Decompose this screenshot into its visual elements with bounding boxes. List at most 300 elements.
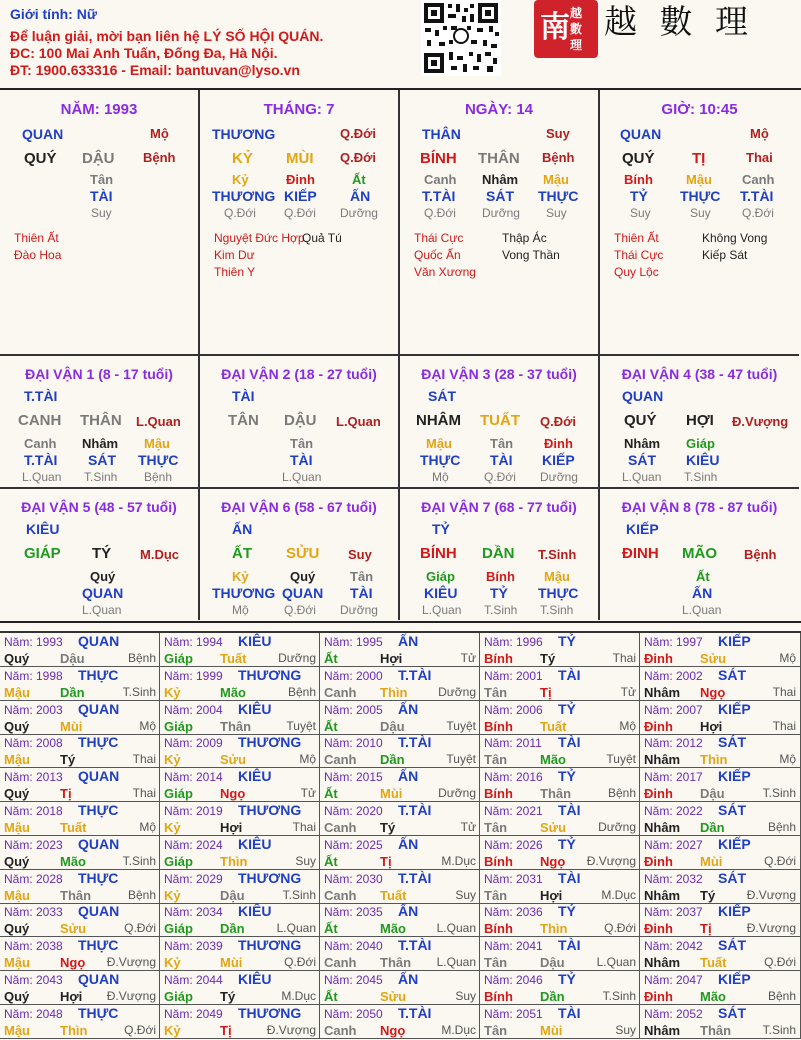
year-cell bbox=[480, 734, 640, 768]
pillar-text: Mộ bbox=[150, 126, 169, 141]
year-cell bbox=[160, 836, 320, 870]
year-phase: Dưỡng bbox=[438, 684, 476, 699]
dai-van-cell bbox=[400, 489, 600, 620]
pillar-text: Q.Đới bbox=[284, 206, 316, 220]
dai-van-text: Q.Đới bbox=[484, 470, 516, 484]
year-phase: M.Dục bbox=[441, 1022, 476, 1037]
year-phase: M.Dục bbox=[441, 853, 476, 868]
year-ten-god: T.TÀI bbox=[398, 869, 432, 886]
year-cell bbox=[640, 971, 801, 1005]
year-stem: Kỷ bbox=[164, 820, 181, 835]
pillar-text: Mộ bbox=[750, 126, 769, 141]
year-branch: Sửu bbox=[220, 752, 247, 768]
year-branch: Ngọ bbox=[220, 786, 246, 802]
pillar-text: T.TÀI bbox=[740, 188, 774, 204]
year-ten-god: THƯƠNG bbox=[238, 734, 302, 751]
year-ten-god: SÁT bbox=[718, 802, 746, 818]
gender-label: Giới tính: Nữ bbox=[10, 6, 97, 22]
year-ten-god: TỶ bbox=[558, 903, 576, 920]
year-ten-god: THỰC bbox=[78, 869, 119, 886]
year-label: Năm: 2031 bbox=[484, 871, 543, 886]
year-label: Năm: 2017 bbox=[644, 770, 703, 785]
year-cell bbox=[320, 701, 480, 735]
year-phase: Mộ bbox=[779, 752, 796, 767]
year-cell bbox=[0, 768, 160, 802]
year-cell bbox=[480, 1005, 640, 1039]
year-branch: Ngọ bbox=[380, 1022, 406, 1038]
pillar-text: THỰC bbox=[538, 188, 579, 204]
year-cell bbox=[0, 937, 160, 971]
dai-van-text: Giáp bbox=[426, 569, 455, 584]
year-phase: M.Dục bbox=[601, 887, 636, 902]
year-branch: Thân bbox=[220, 718, 252, 734]
year-ten-god: T.TÀI bbox=[398, 937, 432, 954]
year-branch: Mão bbox=[380, 921, 406, 937]
dai-van-text: L.Quan bbox=[22, 470, 62, 484]
year-phase: Q.Đới bbox=[764, 853, 796, 868]
year-label: Năm: 2008 bbox=[4, 736, 63, 751]
year-branch: Thân bbox=[380, 955, 412, 971]
year-branch: Sửu bbox=[60, 921, 87, 937]
year-stem: Canh bbox=[324, 887, 357, 903]
year-label: Năm: 2035 bbox=[324, 905, 383, 920]
year-label: Năm: 2000 bbox=[324, 668, 383, 683]
year-stem: Ất bbox=[324, 786, 338, 802]
year-ten-god: THƯƠNG bbox=[238, 869, 302, 886]
year-branch: Thân bbox=[700, 1022, 732, 1038]
year-stem: Bính bbox=[484, 853, 513, 869]
year-branch: Tý bbox=[380, 820, 396, 835]
year-branch: Dậu bbox=[540, 955, 565, 971]
year-ten-god: ẤN bbox=[398, 835, 419, 852]
year-phase: Tử bbox=[300, 786, 316, 801]
year-cell bbox=[0, 701, 160, 735]
year-cell bbox=[320, 937, 480, 971]
year-cell bbox=[480, 971, 640, 1005]
year-cell bbox=[0, 903, 160, 937]
year-ten-god: ẤN bbox=[398, 700, 419, 717]
year-stem: Quý bbox=[4, 921, 30, 937]
year-label: Năm: 2048 bbox=[4, 1006, 63, 1021]
year-stem: Ất bbox=[324, 853, 338, 869]
pillar-text: Dưỡng bbox=[340, 206, 378, 220]
year-branch: Ngọ bbox=[540, 853, 566, 869]
year-label: Năm: 1998 bbox=[4, 668, 63, 683]
dai-van-text: T.Sinh bbox=[684, 470, 718, 484]
pillar-text: Q.Đới bbox=[224, 206, 256, 220]
year-stem: Kỷ bbox=[164, 1022, 181, 1038]
year-phase: Bệnh bbox=[287, 684, 316, 699]
dai-van-text: QUAN bbox=[282, 585, 324, 601]
year-stem: Kỷ bbox=[164, 752, 181, 768]
year-stem: Giáp bbox=[164, 853, 193, 869]
pillar-cell bbox=[0, 90, 200, 356]
dai-van-text: L.Quan bbox=[136, 414, 181, 429]
pillar-text: Thiên Ất bbox=[14, 231, 59, 245]
pillar-text: TÀI bbox=[90, 188, 113, 204]
dai-van-text: Bệnh bbox=[744, 547, 777, 562]
year-phase: Q.Đới bbox=[124, 921, 156, 936]
year-ten-god: KIẾP bbox=[718, 768, 751, 785]
year-ten-god: KIẾP bbox=[718, 971, 751, 987]
dai-van-title: ĐẠI VẬN 5 (48 - 57 tuổi) bbox=[21, 499, 177, 515]
pillar-text: KỶ bbox=[232, 150, 253, 167]
year-branch: Hợi bbox=[60, 989, 83, 1004]
year-cell bbox=[320, 903, 480, 937]
dai-van-text: Kỷ bbox=[232, 569, 249, 584]
year-ten-god: ẤN bbox=[398, 971, 419, 987]
year-cell bbox=[480, 802, 640, 836]
year-stem: Giáp bbox=[164, 989, 193, 1004]
year-cell bbox=[160, 734, 320, 768]
year-ten-god: T.TÀI bbox=[398, 666, 432, 683]
year-phase: Thai bbox=[772, 684, 796, 699]
year-label: Năm: 2013 bbox=[4, 770, 63, 785]
pillar-text: Bệnh bbox=[143, 150, 176, 165]
dai-van-title: ĐẠI VẬN 7 (68 - 77 tuổi) bbox=[421, 499, 577, 515]
dai-van-text: Dưỡng bbox=[540, 470, 578, 484]
dai-van-text: ĐINH bbox=[622, 545, 659, 562]
year-ten-god: THỰC bbox=[78, 1004, 119, 1021]
year-stem: Mậu bbox=[4, 684, 30, 700]
year-cell bbox=[640, 768, 801, 802]
pillar-title: NĂM: 1993 bbox=[60, 101, 138, 118]
year-stem: Quý bbox=[4, 651, 30, 666]
year-cell bbox=[160, 667, 320, 701]
year-ten-god: THƯƠNG bbox=[238, 802, 302, 818]
year-stem: Quý bbox=[4, 853, 30, 869]
dai-van-text: DẬU bbox=[284, 412, 317, 429]
year-phase: Đ.Vượng bbox=[746, 921, 796, 936]
year-phase: T.Sinh bbox=[762, 786, 796, 801]
year-label: Năm: 2011 bbox=[484, 736, 542, 751]
year-label: Năm: 2041 bbox=[484, 939, 543, 954]
year-cell bbox=[480, 937, 640, 971]
year-stem: Canh bbox=[324, 752, 357, 768]
year-stem: Giáp bbox=[164, 651, 193, 666]
dai-van-text: THỰC bbox=[538, 585, 579, 601]
year-label: Năm: 2027 bbox=[644, 837, 703, 852]
year-phase: Q.Đới bbox=[284, 955, 316, 970]
year-ten-god: THỰC bbox=[78, 802, 119, 818]
dai-van-cell bbox=[600, 356, 799, 489]
dai-van-text: THƯƠNG bbox=[212, 585, 276, 601]
year-label: Năm: 2002 bbox=[644, 668, 703, 683]
year-phase: Suy bbox=[295, 853, 316, 868]
year-label: Năm: 1997 bbox=[644, 635, 703, 649]
year-cell bbox=[640, 701, 801, 735]
year-cell bbox=[480, 701, 640, 735]
year-ten-god: TỶ bbox=[558, 835, 576, 852]
year-ten-god: KIÊU bbox=[238, 633, 272, 649]
year-branch: Dần bbox=[700, 820, 725, 835]
pillar-text: Đinh bbox=[286, 172, 315, 187]
year-stem: Ất bbox=[324, 989, 338, 1004]
pillar-text: QUÝ bbox=[622, 150, 655, 167]
year-phase: Thai bbox=[612, 651, 636, 665]
year-label: Năm: 2036 bbox=[484, 905, 543, 920]
pillar-text: Không Vong bbox=[702, 231, 768, 245]
phone-email-line: ĐT: 1900.633316 - Email: bantuvan@lyso.vn bbox=[10, 62, 300, 78]
year-ten-god: THƯƠNG bbox=[238, 1004, 302, 1021]
year-ten-god: TỶ bbox=[558, 700, 576, 717]
dai-van-text: TỶ bbox=[490, 585, 508, 601]
pillar-text: Tân bbox=[90, 172, 114, 187]
pillar-text: Suy bbox=[546, 206, 567, 220]
pillar-title: NGÀY: 14 bbox=[464, 101, 534, 118]
year-stem: Bính bbox=[484, 651, 513, 666]
year-phase: Dưỡng bbox=[598, 820, 636, 834]
year-branch: Tuất bbox=[220, 651, 247, 666]
year-label: Năm: 2014 bbox=[164, 770, 223, 785]
year-phase: Thai bbox=[132, 786, 156, 801]
pillar-text: Thập Ác bbox=[502, 231, 547, 245]
year-stem: Canh bbox=[324, 955, 357, 971]
year-phase: L.Quan bbox=[436, 955, 476, 970]
year-stem: Đinh bbox=[644, 989, 673, 1004]
year-phase: T.Sinh bbox=[122, 853, 156, 868]
year-cell bbox=[640, 870, 801, 904]
year-label: Năm: 2007 bbox=[644, 702, 703, 717]
year-stem: Giáp bbox=[164, 921, 193, 937]
year-cell bbox=[160, 768, 320, 802]
year-branch: Ngọ bbox=[700, 684, 726, 700]
year-phase: Bệnh bbox=[767, 989, 796, 1003]
pillar-text: Suy bbox=[630, 206, 651, 220]
year-label: Năm: 2046 bbox=[484, 973, 543, 987]
year-stem: Mậu bbox=[4, 820, 30, 835]
year-branch: Dần bbox=[540, 989, 565, 1004]
year-label: Năm: 2025 bbox=[324, 837, 383, 852]
year-cell bbox=[0, 633, 160, 667]
address-line: ĐC: 100 Mai Anh Tuấn, Đống Đa, Hà Nội. bbox=[10, 45, 278, 61]
dai-van-text: Mậu bbox=[426, 436, 452, 451]
year-branch: Hợi bbox=[700, 718, 723, 734]
year-stem: Kỷ bbox=[164, 955, 181, 971]
year-label: Năm: 2040 bbox=[324, 939, 383, 954]
year-ten-god: ẤN bbox=[398, 633, 419, 649]
pillar-text: Nhâm bbox=[482, 172, 519, 187]
dai-van-text: TÀI bbox=[490, 452, 513, 468]
year-label: Năm: 2044 bbox=[164, 973, 223, 987]
pillar-text: Kim Dư bbox=[214, 248, 255, 262]
year-label: Năm: 2012 bbox=[644, 736, 703, 751]
year-branch: Dần bbox=[380, 752, 405, 768]
dai-van-text: THỰC bbox=[138, 452, 179, 468]
year-ten-god: KIẾP bbox=[718, 633, 751, 649]
year-stem: Bính bbox=[484, 989, 513, 1004]
year-branch: Mão bbox=[540, 752, 566, 768]
year-branch: Tị bbox=[380, 853, 392, 869]
year-branch: Sửu bbox=[700, 651, 727, 666]
year-stem: Bính bbox=[484, 921, 513, 937]
pillar-text: KIẾP bbox=[284, 188, 317, 204]
year-ten-god: ẤN bbox=[398, 768, 419, 785]
year-label: Năm: 2005 bbox=[324, 702, 383, 717]
year-label: Năm: 2018 bbox=[4, 804, 63, 818]
year-label: Năm: 2038 bbox=[4, 939, 63, 954]
dai-van-text: T.Sinh bbox=[84, 470, 118, 484]
year-ten-god: THỰC bbox=[78, 666, 119, 683]
year-phase: T.Sinh bbox=[282, 887, 316, 902]
dai-van-text: MÃO bbox=[682, 545, 717, 562]
dai-van-text: Mộ bbox=[232, 603, 249, 617]
year-ten-god: KIÊU bbox=[238, 903, 272, 920]
dai-van-text: QUAN bbox=[622, 388, 664, 404]
year-branch: Dần bbox=[60, 684, 85, 700]
year-cell bbox=[0, 870, 160, 904]
dai-van-text: ẤN bbox=[692, 585, 713, 601]
year-stem: Canh bbox=[324, 820, 357, 835]
year-cell bbox=[640, 937, 801, 971]
year-cell bbox=[480, 633, 640, 667]
year-cell bbox=[0, 1005, 160, 1039]
year-stem: Mậu bbox=[4, 1022, 30, 1038]
year-cell bbox=[480, 667, 640, 701]
year-label: Năm: 2006 bbox=[484, 702, 543, 717]
year-cell bbox=[640, 667, 801, 701]
year-cell bbox=[640, 802, 801, 836]
year-branch: Thìn bbox=[220, 853, 248, 869]
chart-grid bbox=[0, 88, 801, 623]
year-phase: Suy bbox=[455, 887, 476, 902]
year-stem: Mậu bbox=[4, 955, 30, 971]
pillar-text: Kỷ bbox=[232, 172, 249, 187]
pillar-cell bbox=[200, 90, 400, 356]
pillar-text: Vong Thần bbox=[502, 248, 560, 262]
year-phase: Dưỡng bbox=[278, 651, 316, 665]
year-ten-god: KIẾP bbox=[718, 700, 751, 717]
year-cell bbox=[160, 903, 320, 937]
calligraphy-title: 越 數 理 bbox=[604, 2, 754, 41]
dai-van-text: Mậu bbox=[144, 436, 170, 451]
year-label: Năm: 2039 bbox=[164, 939, 223, 954]
year-branch: Tuất bbox=[700, 955, 727, 971]
year-branch: Tị bbox=[540, 684, 552, 700]
year-stem: Quý bbox=[4, 786, 30, 802]
year-label: Năm: 1993 bbox=[4, 635, 63, 649]
pillar-text: Thái Cực bbox=[614, 248, 664, 262]
year-phase: Đ.Vượng bbox=[106, 955, 156, 970]
year-phase: Thai bbox=[132, 752, 156, 767]
year-stem: Nhâm bbox=[644, 955, 681, 971]
pillar-text: BÍNH bbox=[420, 150, 457, 167]
pillar-text: Mậu bbox=[543, 172, 569, 187]
year-label: Năm: 2030 bbox=[324, 871, 383, 886]
dai-van-text: Mậu bbox=[544, 569, 570, 584]
year-branch: Thìn bbox=[540, 921, 568, 937]
year-ten-god: KIẾP bbox=[718, 903, 751, 920]
dai-van-text: HỢI bbox=[686, 412, 714, 429]
year-stem: Bính bbox=[484, 786, 513, 802]
year-phase: Đ.Vượng bbox=[586, 853, 636, 868]
year-label: Năm: 2021 bbox=[484, 804, 543, 818]
dai-van-title: ĐẠI VẬN 8 (78 - 87 tuổi) bbox=[621, 499, 778, 515]
pillar-title: GIỜ: 10:45 bbox=[661, 101, 738, 118]
year-ten-god: QUAN bbox=[78, 903, 120, 920]
pillar-text: Văn Xương bbox=[414, 265, 476, 279]
year-phase: Suy bbox=[615, 1022, 636, 1037]
year-phase: Suy bbox=[455, 989, 476, 1003]
year-stem: Nhâm bbox=[644, 887, 681, 903]
year-ten-god: TÀI bbox=[558, 734, 581, 751]
year-branch: Sửu bbox=[540, 820, 567, 835]
pillar-text: Quy Lộc bbox=[614, 265, 659, 279]
year-branch: Sửu bbox=[380, 989, 407, 1004]
year-stem: Nhâm bbox=[644, 684, 681, 700]
dai-van-text: KIẾP bbox=[542, 452, 575, 468]
year-cell bbox=[160, 802, 320, 836]
year-cell bbox=[160, 870, 320, 904]
year-ten-god: SÁT bbox=[718, 937, 746, 954]
year-ten-god: TÀI bbox=[558, 802, 581, 818]
year-branch: Thìn bbox=[700, 752, 728, 768]
year-cell bbox=[160, 633, 320, 667]
dai-van-text: Ất bbox=[696, 569, 710, 584]
year-branch: Thân bbox=[60, 887, 92, 903]
year-ten-god: T.TÀI bbox=[398, 1004, 432, 1021]
year-label: Năm: 2034 bbox=[164, 905, 223, 920]
year-phase: Tuyệt bbox=[446, 718, 476, 733]
year-ten-god: TÀI bbox=[558, 1004, 581, 1021]
year-stem: Ất bbox=[324, 921, 338, 937]
year-cell bbox=[0, 971, 160, 1005]
pillar-cell bbox=[600, 90, 799, 356]
year-ten-god: QUAN bbox=[78, 700, 120, 717]
year-cell bbox=[0, 667, 160, 701]
pillar-text: THÂN bbox=[422, 126, 461, 142]
dai-van-text: M.Dục bbox=[140, 547, 179, 562]
dai-van-text: Tân bbox=[490, 436, 514, 451]
year-phase: Thai bbox=[772, 718, 796, 733]
year-phase: Đ.Vượng bbox=[106, 989, 156, 1003]
pillar-text: TỊ bbox=[692, 150, 706, 167]
dai-van-text: TÂN bbox=[228, 412, 259, 429]
dai-van-text: SÁT bbox=[88, 452, 116, 468]
year-cell bbox=[640, 633, 801, 667]
year-stem: Nhâm bbox=[644, 1022, 681, 1038]
dai-van-text: Q.Đới bbox=[284, 603, 316, 617]
pillar-text: Quốc Ấn bbox=[414, 248, 461, 262]
year-branch: Mùi bbox=[220, 955, 243, 971]
year-ten-god: TÀI bbox=[558, 937, 581, 954]
year-branch: Tị bbox=[220, 1022, 232, 1038]
year-phase: M.Dục bbox=[281, 989, 316, 1003]
year-branch: Tuất bbox=[380, 887, 407, 903]
year-phase: Mộ bbox=[779, 651, 796, 665]
pillar-text: QUAN bbox=[22, 126, 64, 142]
pillar-text: Q.Đới bbox=[742, 206, 774, 220]
year-label: Năm: 2045 bbox=[324, 973, 383, 987]
year-ten-god: THƯƠNG bbox=[238, 937, 302, 954]
year-label: Năm: 2052 bbox=[644, 1006, 703, 1021]
pillar-text: QUAN bbox=[620, 126, 662, 142]
year-stem: Giáp bbox=[164, 718, 193, 734]
pillar-text: Bệnh bbox=[542, 150, 575, 165]
year-phase: Mộ bbox=[299, 752, 316, 767]
dai-van-text: KIÊU bbox=[686, 452, 720, 468]
year-cell bbox=[160, 1005, 320, 1039]
year-phase: L.Quan bbox=[276, 921, 316, 936]
year-cell bbox=[640, 1005, 801, 1039]
year-label: Năm: 2042 bbox=[644, 939, 703, 954]
year-cell bbox=[160, 971, 320, 1005]
dai-van-text: GIÁP bbox=[24, 545, 61, 562]
year-label: Năm: 2019 bbox=[164, 804, 223, 818]
year-phase: Mộ bbox=[139, 718, 156, 733]
pillar-text: Suy bbox=[546, 126, 570, 141]
year-ten-god: T.TÀI bbox=[398, 734, 432, 751]
